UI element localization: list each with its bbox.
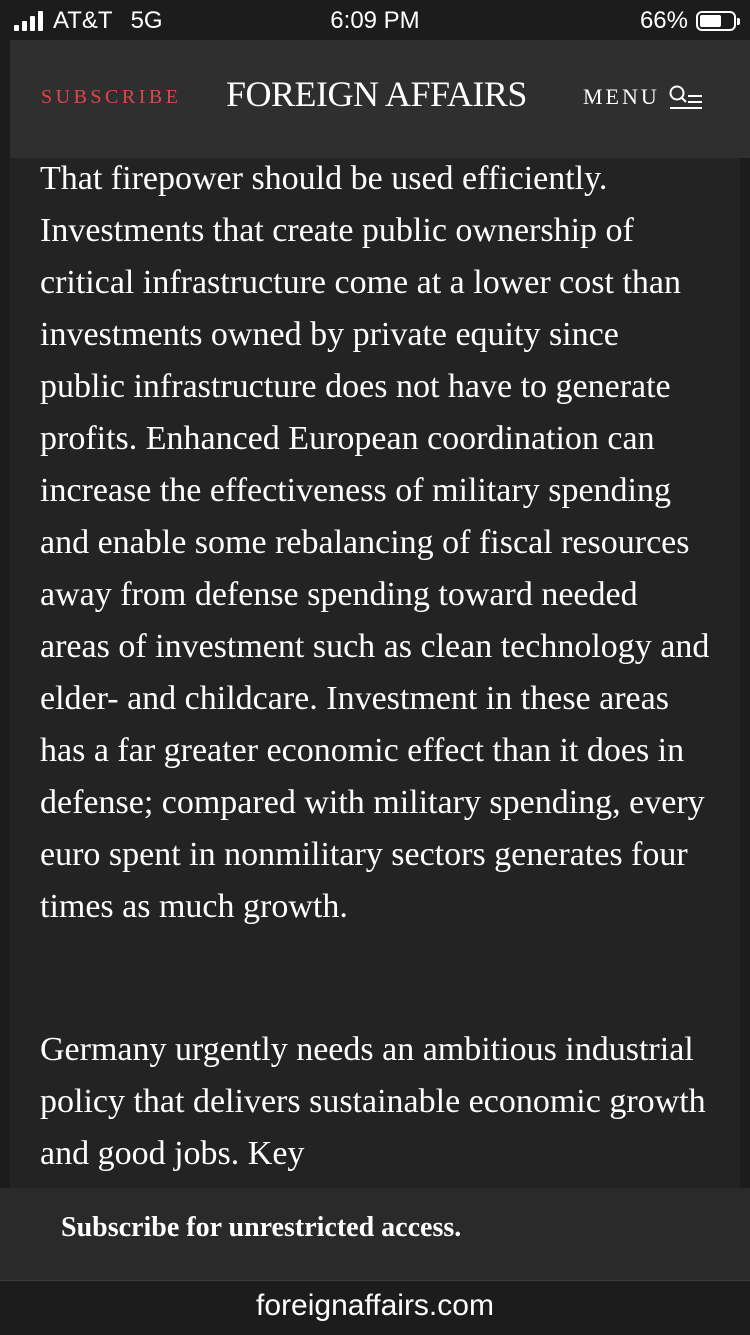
status-right: [640, 7, 736, 35]
subscribe-link[interactable]: SUBSCRIBE: [41, 86, 182, 108]
status-bar: [0, 0, 750, 40]
browser-url-bar[interactable]: foreignaffairs.com: [0, 1280, 750, 1335]
menu-label: MENU: [583, 84, 660, 109]
carrier-name: AT&T: [53, 7, 113, 34]
site-logo[interactable]: FOREIGN AFFAIRS: [226, 74, 527, 114]
battery-fill: [700, 15, 721, 27]
article-paragraph: That firepower should be used efficiently. Investments that create public ownership of critical infrastructure come at a lower cost than investments owned by private equity since public infrastructure does not have to generate profits. Enhanced European coordination can increase the effectiveness of military spending and enable some rebalancing of fiscal resources away from defense spending toward needed areas of investment such as clean technology and elder- and childcare. Investment in these areas has a far greater economic effect than it does in defense; compared with military spending, every euro spent in nonmilitary sectors generates four times as much growth.: [40, 160, 710, 925]
battery-tip: [737, 18, 740, 25]
site-header: [10, 40, 750, 158]
status-time: 6:09 PM: [330, 7, 420, 34]
article-paragraph: Germany urgently needs an ambitious industrial policy that delivers sustainable economic growth and good jobs. Key: [40, 1031, 706, 1172]
menu-button[interactable]: [583, 84, 704, 110]
article-body: [10, 158, 740, 1188]
network-type: 5G: [130, 7, 163, 34]
battery-percent: 66%: [639, 7, 688, 34]
paywall-banner[interactable]: [0, 1188, 750, 1280]
battery-icon: [696, 11, 736, 31]
search-menu-icon: [668, 84, 704, 110]
paywall-message[interactable]: Subscribe for unrestricted access.: [61, 1212, 462, 1243]
